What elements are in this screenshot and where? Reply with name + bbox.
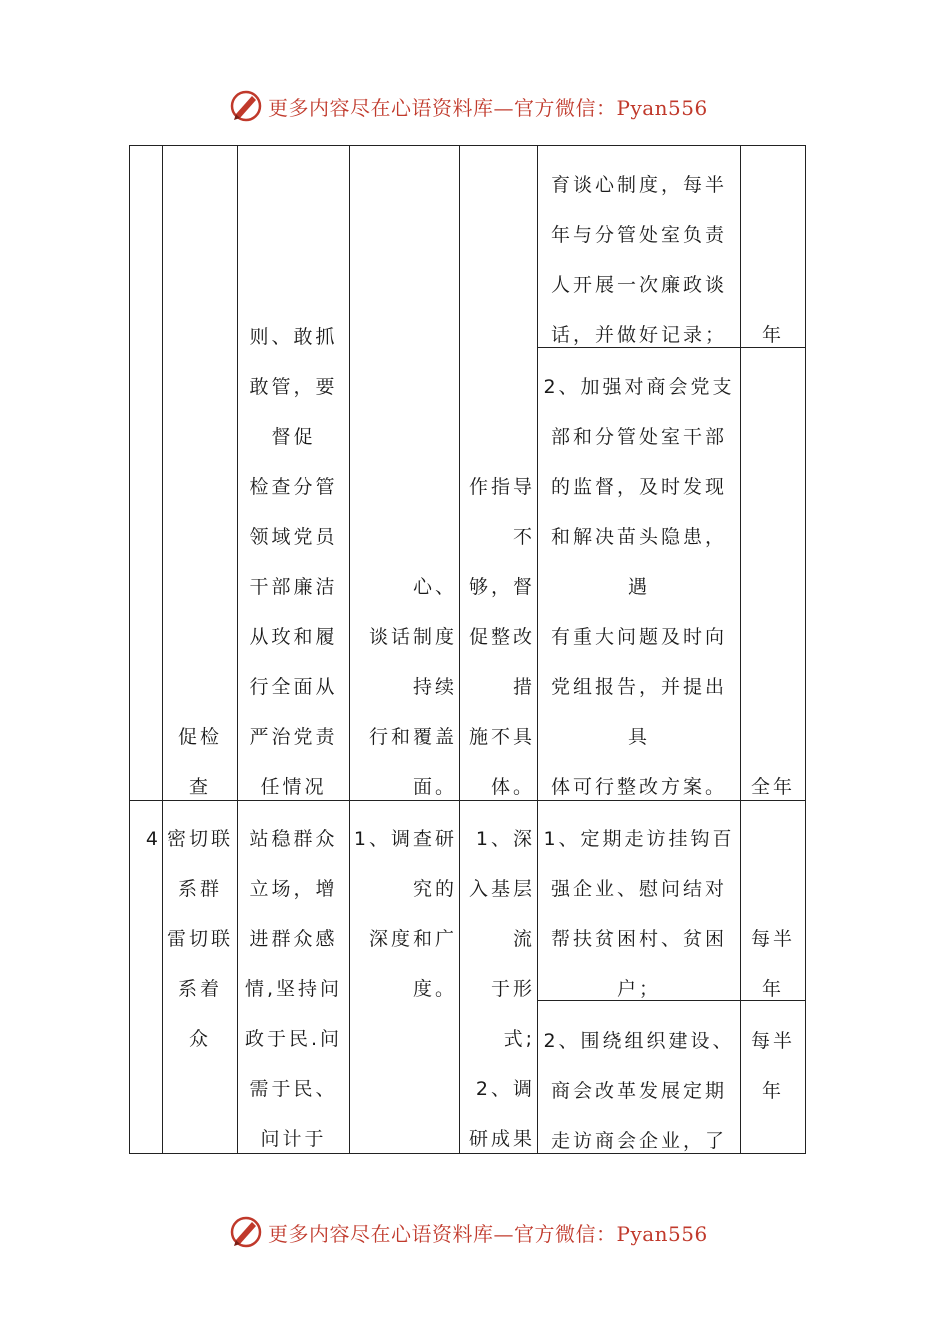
row1-measure-2-cell: 2、加强对商会党支 部和分管处室干部 的监督，及时发现 和解决苗头隐患， 遇 有重大问题及时向 党组报告，并提出 具 体可行整改方案。: [543, 376, 735, 798]
row1-deadline-2-cell: 全年: [750, 776, 795, 798]
header-watermark-banner: [228, 86, 708, 126]
row1-problem-cell: 心、 谈话制度 持续 行和覆盖 面。: [368, 576, 457, 798]
row2-measure-1-cell: 1、定期走访挂钩百 强企业、慰问结对 帮扶贫困村、贫困 户；: [543, 828, 735, 1000]
pen-logo-icon: [228, 88, 264, 124]
row2-deadline-1-cell: 每半 年: [750, 928, 795, 1000]
row2-measure-2-cell: 2、围绕组织建设、 商会改革发展定期 走访商会企业，了: [543, 1030, 735, 1152]
row1-measure-1-cell: 育谈心制度，每半 年与分管处室负责 人开展一次廉政谈 话，并做好记录；: [550, 174, 727, 346]
row2-issue-cell: 站稳群众 立场，增 进群众感 情,坚持问 政于民.问 需于民、 问计于: [244, 828, 343, 1150]
row1-category-cell: 促检 查: [177, 726, 222, 798]
row2-deadline-2-cell: 每半 年: [750, 1030, 795, 1102]
row2-cause-cell: 1、深 入基层 流 于形 式; 2、调 研成果: [468, 828, 535, 1150]
row1-deadline-1-cell: 年: [761, 324, 784, 346]
footer-watermark-banner: [228, 1212, 708, 1252]
row1-cause-cell: 作指导 不 够，督 促整改 措 施不具 体。: [468, 476, 535, 798]
row2-number-cell: 4: [145, 828, 161, 850]
wechat-id: Pyan556: [616, 1221, 708, 1246]
row2-category-cell: 密切联 系群 雷切联 系着 众: [166, 828, 233, 1050]
row2-problem-cell: 1、调查研 究的 深度和广 度。: [353, 828, 457, 1000]
wechat-id: Pyan556: [616, 95, 708, 120]
row1-issue-cell: 则、敢抓 敢管，要 督促 检查分管 领域党员 干部廉洁 从玫和履 行全面从 严治党责 任情况: [249, 326, 338, 798]
pen-logo-icon: [228, 1214, 264, 1250]
banner-text: 更多内容尽在心语资料库—官方微信：Pyan556: [268, 1221, 708, 1246]
banner-text: 更多内容尽在心语资料库—官方微信：Pyan556: [268, 95, 708, 120]
